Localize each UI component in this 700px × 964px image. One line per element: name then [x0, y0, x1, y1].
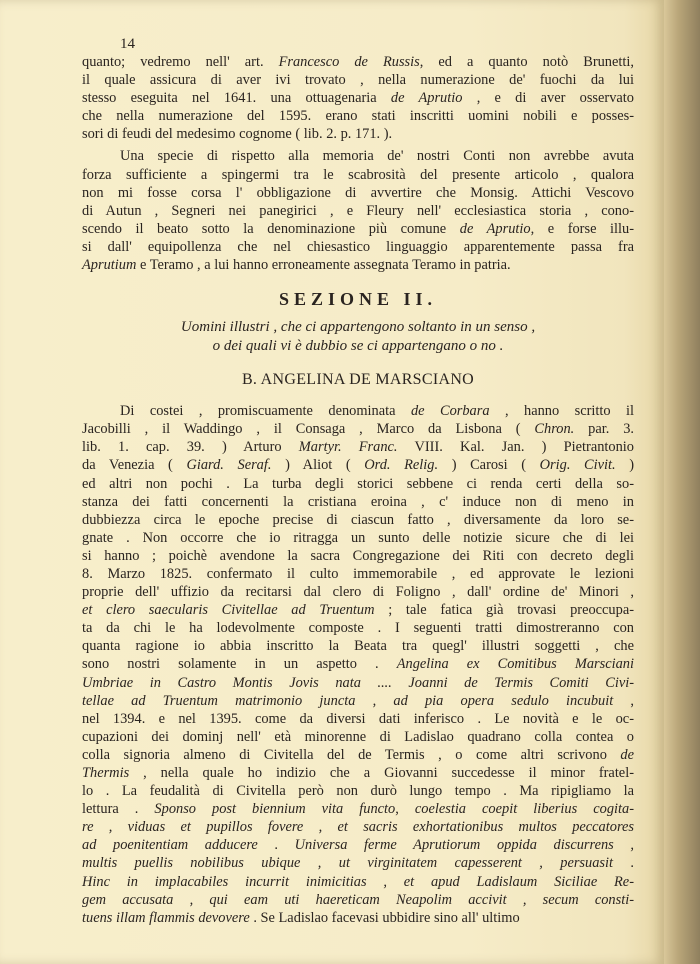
- paragraph-continuation: [82, 53, 634, 143]
- text-line: ed altri non pochi . La turba degli storici sebbene ci renda certi della so-: [82, 475, 634, 492]
- text-line: tuens illam flammis devovere . Se Ladislao facevasi ubbidire sino all' ultimo: [82, 909, 520, 926]
- text-line: colla signoria almeno di Civitella del de Termis , o come altri scrivono de: [82, 746, 634, 763]
- subtitle-line-2: o dei quali vi è dubbio se ci appartengano o no .: [212, 338, 504, 355]
- text-line: da Venezia ( Giard. Seraf. ) Aliot ( Ord. Relig. ) Carosi ( Orig. Civit. ): [82, 457, 635, 474]
- text-line: re , viduas et pupillos fovere , et sacris exhortationibus multos peccatores: [82, 819, 634, 836]
- text-line: ta da chi le ha lodevolmente composte . I seguenti tratti dimostreranno con: [82, 620, 634, 637]
- text-line: sori di feudi del medesimo cognome ( lib. 2. p. 171. ).: [82, 126, 393, 143]
- text-line: multis puellis nobilibus ubique , ut virginitatem capesserent , persuasit .: [82, 855, 634, 872]
- text-line: nel 1394. e nel 1395. come da diversi dati inferisco . Le novità e le oc-: [82, 710, 634, 727]
- text-line: dubbiezza circa le epoche precise di ciascun fatto , diversamente da loro se-: [82, 511, 634, 528]
- text-line: si dall' equipollenza che nel chiesastico linguaggio apparentemente passa fra: [82, 238, 634, 255]
- section-subtitle: [82, 318, 634, 356]
- text-line: Thermis , nella quale ho indizio che a Giovanni succedesse il minor fratel-: [82, 765, 634, 781]
- text-line: tellae ad Truentum matrimonio juncta , ad pia opera sedulo incubuit ,: [82, 692, 634, 709]
- text-line: quanta ragione io abbia inscritto la Beata tra quegl' illustri soggetti , che: [82, 638, 634, 655]
- page-content: [82, 36, 634, 927]
- text-line: stesso eseguita nel 1641. una ottuagenaria de Aprutio , e di aver osservato: [82, 90, 634, 107]
- text-line: il quale assicura di aver ivi trovato , nella numerazione de' fuochi da lui: [82, 72, 634, 89]
- text-line: lettura . Sponso post biennium vita functo, coelestia coepit liberius cogita-: [82, 801, 634, 818]
- text-line: Hinc in implacabiles incurrit inimicitias , et apud Ladislaum Siciliae Re-: [82, 873, 634, 890]
- text-line: 8. Marzo 1825. confermato il culto immemorabile , ed approvate le lezioni: [82, 565, 634, 582]
- text-line: gem accusata , qui eam uti haereticam Neapolim accivit , secum consti-: [82, 891, 634, 908]
- text-line: cupazioni dei dominj nell' età minorenne di Ladislao quadrano colla contea o: [82, 728, 634, 745]
- paragraph-conti: [82, 147, 634, 274]
- text-line: non mi fosse corsa l' obbligazione di avvertire che Monsig. Attichi Vescovo: [82, 184, 634, 201]
- paragraph-angelina: [82, 402, 634, 927]
- text-line: sono nostri solamente in un aspetto . Angelina ex Comitibus Marsciani: [82, 656, 634, 673]
- text-line: et clero saecularis Civitellae ad Truentum ; tale fatica già trovasi preoccupa-: [82, 602, 635, 619]
- text-line: proprie dell' uffizio da recitarsi dal clero di Foligno , dall' ordine de' Minori ,: [82, 584, 634, 601]
- page-number: 14: [120, 36, 135, 52]
- text-line: si hanno ; poichè avendone la sacra Congregazione dei Riti con decreto degli: [82, 547, 634, 564]
- entry-heading: B. ANGELINA DE MARSCIANO: [241, 371, 475, 389]
- text-line: lo . La feudalità di Civitella però non durò lungo tempo . Ma ripigliamo la: [82, 783, 634, 800]
- subtitle-line-1: Uomini illustri , che ci appartengono soltanto in un senso ,: [180, 319, 536, 336]
- text-line: quanto; vedremo nell' art. Francesco de Russis, ed a quanto notò Brunetti,: [82, 54, 634, 70]
- text-line: di Autun , Segneri nei panegirici , e Fleury nell' ecclesiastica storia , cono-: [82, 202, 634, 219]
- text-line: ad poenitentiam adducere . Universa ferme Aprutiorum oppida discurrens ,: [82, 837, 635, 854]
- text-line: Jacobilli , il Waddingo , il Consaga , Marco da Lisbona ( Chron. par. 3.: [82, 421, 634, 438]
- text-line: forza sufficiente a spingermi tra le scabrosità del presente articolo , qualora: [82, 166, 634, 183]
- text-line: che nella numerazione del 1595. erano stati inscritti uomini nobili e posses-: [82, 108, 634, 125]
- text-line: lib. 1. cap. 39. ) Arturo Martyr. Franc. VIII. Kal. Jan. ) Pietrantonio: [82, 439, 634, 456]
- text-line: Umbriae in Castro Montis Jovis nata .... Joanni de Termis Comiti Civi-: [82, 674, 634, 691]
- text-line: scendo il beato sotto la denominazione più comune de Aprutio, e forse illu-: [82, 220, 634, 237]
- text-line: gnate . Non occorre che io ritragga un sunto delle notizie sicure che di lei: [82, 529, 634, 546]
- text-line: Aprutium e Teramo , a lui hanno erroneamente assegnata Teramo in patria.: [82, 257, 511, 274]
- book-spine: [664, 0, 700, 964]
- text-line: Di costei , promiscuamente denominata de Corbara , hanno scritto il: [120, 403, 634, 420]
- text-line: Una specie di rispetto alla memoria de' nostri Conti non avrebbe avuta: [120, 148, 634, 165]
- text-line: stanza dei fatti concernenti la cristiana eroina , c' induce non di meno in: [82, 493, 634, 510]
- section-title: SEZIONE II.: [278, 289, 438, 310]
